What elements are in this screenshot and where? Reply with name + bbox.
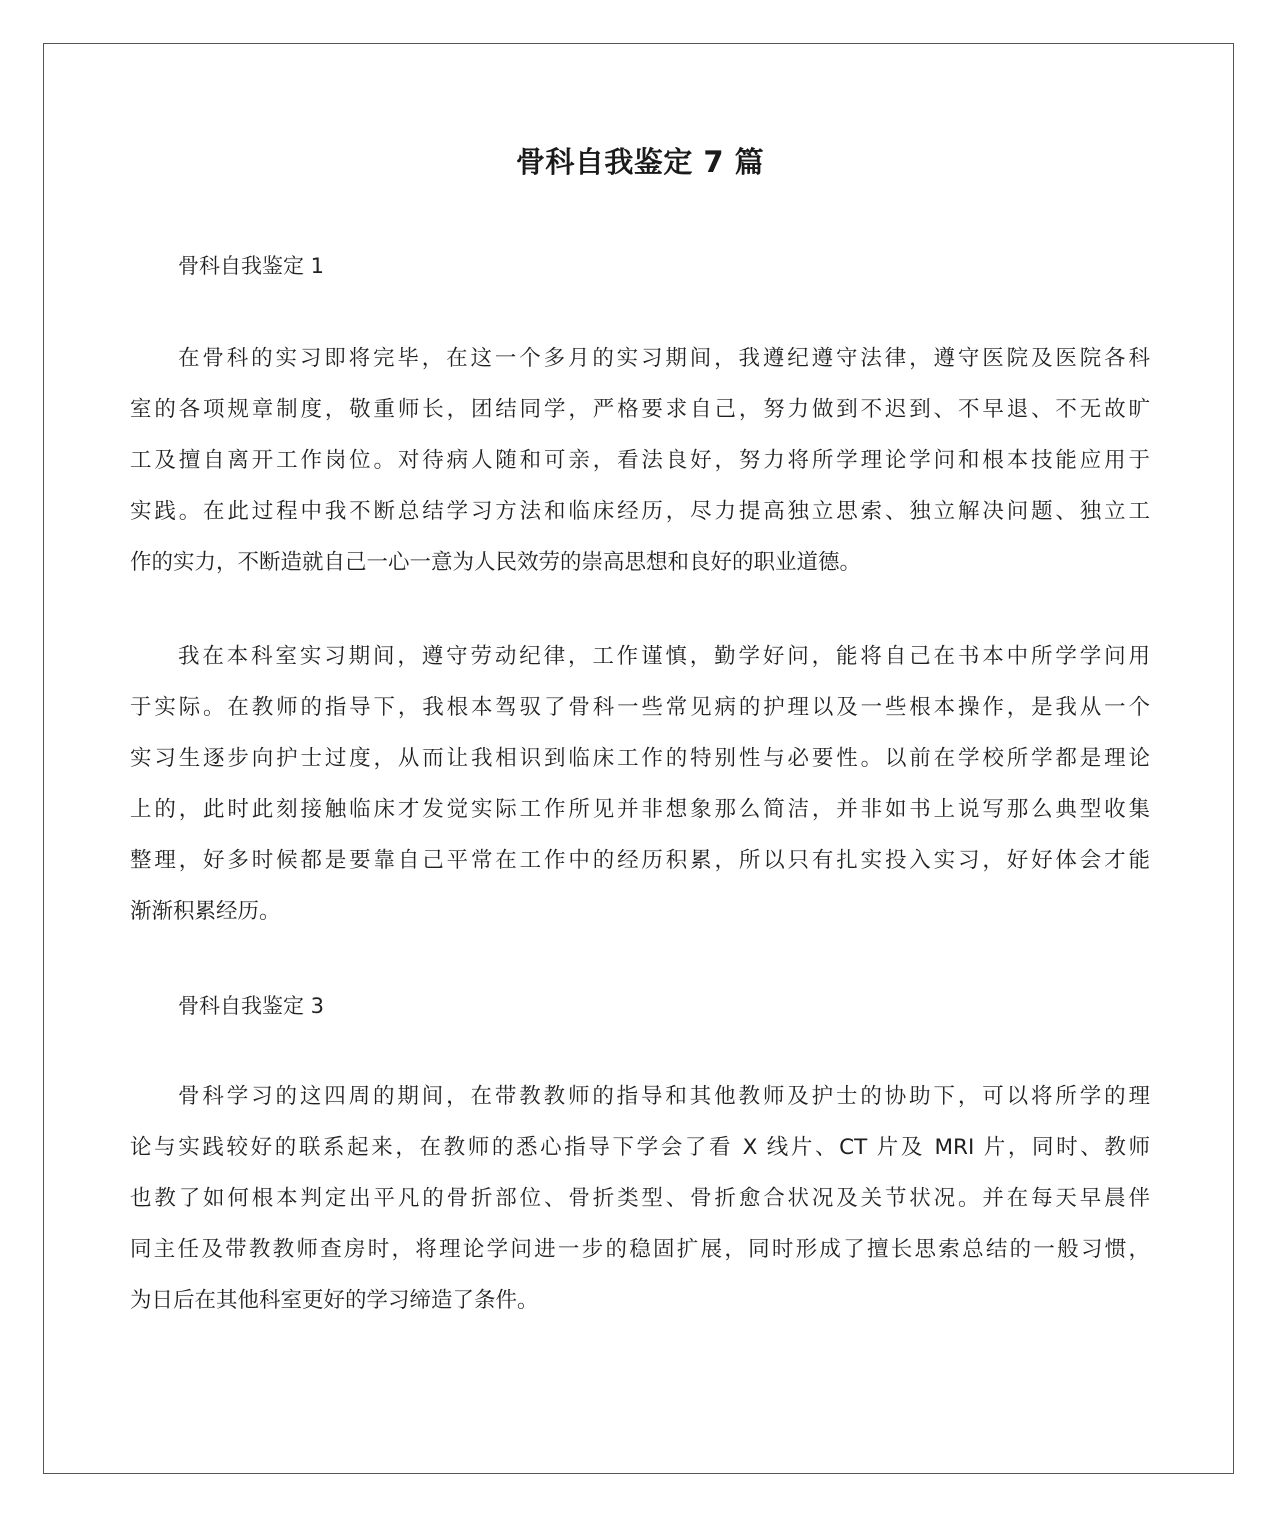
- section-1-paragraph-1: [130, 333, 1150, 588]
- section-3-paragraph-1: [130, 1071, 1150, 1326]
- text-line: 在骨科的实习即将完毕，在这一个多月的实习期间，我遵纪遵守法律，遵守医院及医院各科: [178, 346, 1150, 371]
- text-line: 实习生逐步向护士过度，从而让我相识到临床工作的特别性与必要性。以前在学校所学都是理论: [130, 746, 1150, 771]
- section-1-paragraph-2: [130, 631, 1150, 937]
- text-line: 渐渐积累经历。: [130, 899, 281, 924]
- text-line: 我在本科室实习期间，遵守劳动纪律，工作谨慎，勤学好问，能将自己在书本中所学学问用: [178, 644, 1150, 669]
- section-heading-3: 骨科自我鉴定 3: [178, 994, 325, 1018]
- document-title: 骨科自我鉴定 7 篇: [515, 145, 765, 179]
- text-line: 也教了如何根本判定出平凡的骨折部位、骨折类型、骨折愈合状况及关节状况。并在每天早晨伴: [130, 1186, 1150, 1211]
- text-line: 于实际。在教师的指导下，我根本驾驭了骨科一些常见病的护理以及一些根本操作，是我从一个: [130, 695, 1150, 720]
- text-line: 工及擅自离开工作岗位。对待病人随和可亲，看法良好，努力将所学理论学问和根本技能应用于: [130, 448, 1150, 473]
- text-line: 同主任及带教教师查房时，将理论学问进一步的稳固扩展，同时形成了擅长思索总结的一般习惯，: [130, 1237, 1150, 1262]
- text-line: 整理，好多时候都是要靠自己平常在工作中的经历积累，所以只有扎实投入实习，好好体会才能: [130, 848, 1150, 873]
- text-line: 作的实力，不断造就自己一心一意为人民效劳的崇高思想和良好的职业道德。: [130, 550, 862, 575]
- text-line: 实践。在此过程中我不断总结学习方法和临床经历，尽力提高独立思索、独立解决问题、独立工: [130, 499, 1150, 524]
- text-line: 室的各项规章制度，敬重师长，团结同学，严格要求自己，努力做到不迟到、不早退、不无故旷: [130, 397, 1150, 422]
- section-heading-1: 骨科自我鉴定 1: [178, 254, 325, 278]
- text-line: 上的，此时此刻接触临床才发觉实际工作所见并非想象那么简洁，并非如书上说写那么典型收集: [130, 797, 1150, 822]
- text-line: 论与实践较好的联系起来，在教师的悉心指导下学会了看 X 线片、CT 片及 MRI 片，同时、教师: [130, 1135, 1150, 1160]
- text-line: 骨科学习的这四周的期间，在带教教师的指导和其他教师及护士的协助下，可以将所学的理: [178, 1084, 1150, 1109]
- text-line: 为日后在其他科室更好的学习缔造了条件。: [130, 1288, 539, 1313]
